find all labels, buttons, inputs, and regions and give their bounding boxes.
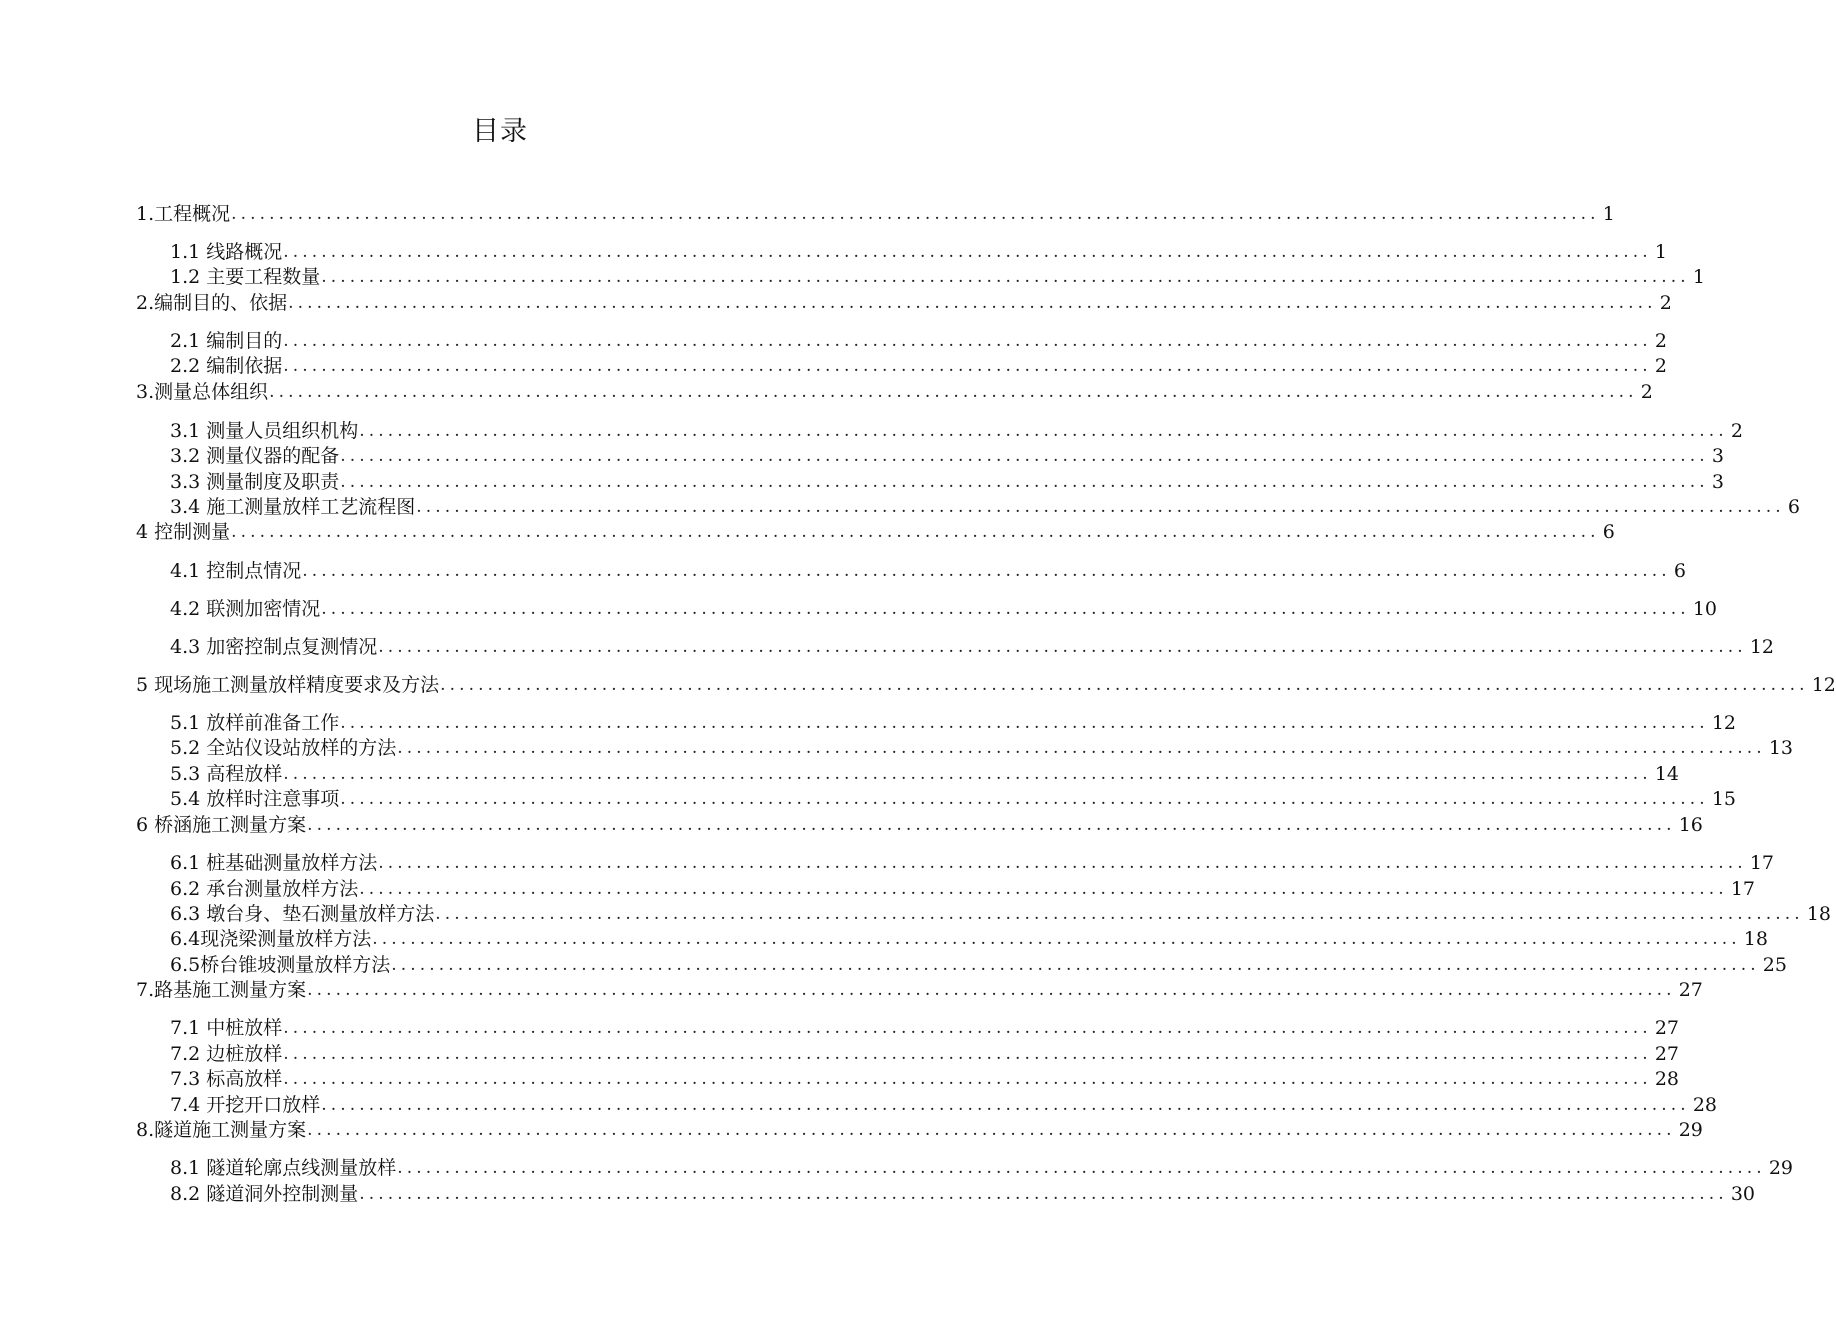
toc-dot-leader: ................................................................................................................................................ — [321, 599, 1690, 619]
toc-page-number: 12 — [1811, 674, 1836, 696]
toc-page-number: 29 — [1768, 1157, 1794, 1179]
toc-entry-2[interactable] — [136, 291, 1672, 315]
toc-page-number: 17 — [1730, 878, 1756, 900]
toc-page-number: 2 — [1654, 330, 1667, 352]
toc-entry-8-2[interactable] — [170, 1182, 1756, 1206]
toc-entry-title: 7.2 边桩放样 — [170, 1043, 283, 1065]
toc-page-number: 30 — [1730, 1183, 1756, 1205]
toc-page-number: 27 — [1654, 1043, 1680, 1065]
toc-dot-leader: ................................................................................................................................................ — [397, 738, 1766, 758]
toc-page-number: 1 — [1602, 203, 1615, 225]
toc-page-number: 16 — [1678, 814, 1703, 836]
toc-page-number: 28 — [1692, 1094, 1718, 1116]
toc-entry-6-5[interactable] — [170, 953, 1787, 977]
toc-entry-title: 6.2 承台测量放样方法 — [170, 878, 359, 900]
toc-entry-8[interactable] — [136, 1118, 1703, 1142]
toc-entry-title: 5 现场施工测量放样精度要求及方法 — [136, 674, 440, 696]
toc-entry-5[interactable] — [136, 673, 1836, 697]
toc-dot-leader: ................................................................................................................................................ — [307, 980, 1676, 1000]
toc-page-number: 3 — [1711, 445, 1724, 467]
toc-entry-title: 4.1 控制点情况 — [170, 560, 302, 582]
toc-page-number: 27 — [1654, 1017, 1680, 1039]
toc-page-number: 10 — [1692, 598, 1718, 620]
toc-entry-7-2[interactable] — [170, 1042, 1680, 1066]
toc-dot-leader: ................................................................................................................................................ — [372, 929, 1741, 949]
toc-entry-6-1[interactable] — [170, 851, 1775, 875]
toc-page-number: 29 — [1678, 1119, 1703, 1141]
toc-entry-title: 8.1 隧道轮廓点线测量放样 — [170, 1157, 397, 1179]
toc-entry-title: 3.4 施工测量放样工艺流程图 — [170, 496, 416, 518]
toc-entry-5-4[interactable] — [170, 787, 1737, 811]
toc-entry-title: 8.2 隧道洞外控制测量 — [170, 1183, 359, 1205]
toc-dot-leader: ................................................................................................................................................ — [378, 637, 1747, 657]
toc-dot-leader: ................................................................................................................................................ — [283, 242, 1652, 262]
toc-dot-leader: ................................................................................................................................................ — [302, 561, 1671, 581]
toc-entry-title: 5.4 放样时注意事项 — [170, 788, 340, 810]
toc-entry-2-1[interactable] — [170, 329, 1667, 353]
page-title: 目录 — [472, 116, 528, 147]
toc-entry-6-2[interactable] — [170, 877, 1756, 901]
toc-entry-title: 1.2 主要工程数量 — [170, 266, 321, 288]
toc-dot-leader: ................................................................................................................................................ — [340, 472, 1709, 492]
toc-page-number: 28 — [1654, 1068, 1680, 1090]
toc-entry-7-1[interactable] — [170, 1016, 1680, 1040]
toc-entry-6[interactable] — [136, 813, 1703, 837]
toc-page-number: 2 — [1640, 381, 1653, 403]
toc-entry-title: 3.3 测量制度及职责 — [170, 471, 340, 493]
toc-page-number: 13 — [1768, 737, 1794, 759]
toc-entry-title: 8.隧道施工测量方案 — [136, 1119, 307, 1141]
toc-entry-3-4[interactable] — [170, 495, 1800, 519]
toc-entry-7-3[interactable] — [170, 1067, 1680, 1091]
toc-entry-title: 2.2 编制依据 — [170, 355, 283, 377]
toc-dot-leader: ................................................................................................................................................ — [283, 764, 1652, 784]
toc-entry-title: 6.4现浇梁测量放样方法 — [170, 928, 372, 950]
toc-dot-leader: ................................................................................................................................................ — [307, 1120, 1676, 1140]
toc-entry-3-1[interactable] — [170, 419, 1743, 443]
toc-entry-4-1[interactable] — [170, 559, 1686, 583]
toc-page-number: 6 — [1787, 496, 1800, 518]
toc-page-number: 3 — [1711, 471, 1724, 493]
toc-entry-7[interactable] — [136, 978, 1703, 1002]
toc-entry-7-4[interactable] — [170, 1093, 1718, 1117]
toc-entry-title: 4 控制测量 — [136, 521, 231, 543]
toc-entry-title: 2.1 编制目的 — [170, 330, 283, 352]
toc-page-number: 25 — [1762, 954, 1787, 976]
toc-dot-leader: ................................................................................................................................................ — [440, 675, 1809, 695]
toc-entry-title: 7.路基施工测量方案 — [136, 979, 307, 1001]
toc-entry-5-2[interactable] — [170, 736, 1794, 760]
toc-page-number: 18 — [1806, 903, 1832, 925]
toc-dot-leader: ................................................................................................................................................ — [359, 421, 1728, 441]
toc-entry-title: 3.1 测量人员组织机构 — [170, 420, 359, 442]
toc-dot-leader: ................................................................................................................................................ — [340, 446, 1709, 466]
toc-page-number: 12 — [1711, 712, 1737, 734]
toc-dot-leader: ................................................................................................................................................ — [359, 879, 1728, 899]
toc-dot-leader: ................................................................................................................................................ — [321, 1095, 1690, 1115]
toc-dot-leader: ................................................................................................................................................ — [378, 853, 1747, 873]
toc-entry-title: 6.3 墩台身、垫石测量放样方法 — [170, 903, 435, 925]
toc-entry-title: 4.2 联测加密情况 — [170, 598, 321, 620]
toc-dot-leader: ................................................................................................................................................ — [269, 382, 1638, 402]
toc-page-number: 15 — [1711, 788, 1737, 810]
toc-entry-title: 7.4 开挖开口放样 — [170, 1094, 321, 1116]
toc-dot-leader: ................................................................................................................................................ — [283, 1018, 1652, 1038]
toc-dot-leader: ................................................................................................................................................ — [283, 1069, 1652, 1089]
toc-entry-title: 6.1 桩基础测量放样方法 — [170, 852, 378, 874]
toc-page-number: 1 — [1654, 241, 1667, 263]
toc-page-number: 17 — [1749, 852, 1775, 874]
toc-page-number: 2 — [1659, 292, 1672, 314]
toc-dot-leader: ................................................................................................................................................ — [397, 1158, 1766, 1178]
toc-entry-5-3[interactable] — [170, 762, 1680, 786]
toc-page-number: 6 — [1602, 521, 1615, 543]
toc-entry-4[interactable] — [136, 520, 1615, 544]
toc-entry-3-3[interactable] — [170, 470, 1724, 494]
toc-entry-title: 6.5桥台锥坡测量放样方法 — [170, 954, 391, 976]
toc-dot-leader: ................................................................................................................................................ — [340, 789, 1709, 809]
toc-dot-leader: ................................................................................................................................................ — [283, 331, 1652, 351]
toc-entry-6-3[interactable] — [170, 902, 1832, 926]
toc-page-number: 6 — [1673, 560, 1686, 582]
toc-page-number: 2 — [1654, 355, 1667, 377]
toc-dot-leader: ................................................................................................................................................ — [391, 955, 1760, 975]
toc-entry-title: 1.1 线路概况 — [170, 241, 283, 263]
toc-entry-6-4[interactable] — [170, 927, 1768, 951]
toc-page-number: 1 — [1692, 266, 1705, 288]
toc-dot-leader: ................................................................................................................................................ — [307, 815, 1676, 835]
toc-dot-leader: ................................................................................................................................................ — [359, 1184, 1728, 1204]
toc-entry-5-1[interactable] — [170, 711, 1737, 735]
toc-entry-title: 1.工程概况 — [136, 203, 231, 225]
toc-entry-title: 5.2 全站仪设站放样的方法 — [170, 737, 397, 759]
toc-dot-leader: ................................................................................................................................................ — [231, 204, 1600, 224]
toc-entry-8-1[interactable] — [170, 1156, 1794, 1180]
toc-entry-title: 3.测量总体组织 — [136, 381, 269, 403]
toc-entry-title: 7.3 标高放样 — [170, 1068, 283, 1090]
toc-dot-leader: ................................................................................................................................................ — [231, 522, 1600, 542]
toc-entry-2-2[interactable] — [170, 354, 1667, 378]
toc-dot-leader: ................................................................................................................................................ — [340, 713, 1709, 733]
toc-dot-leader: ................................................................................................................................................ — [321, 267, 1690, 287]
toc-entry-title: 7.1 中桩放样 — [170, 1017, 283, 1039]
toc-page-number: 18 — [1743, 928, 1768, 950]
toc-entry-title: 3.2 测量仪器的配备 — [170, 445, 340, 467]
toc-page-number: 12 — [1749, 636, 1775, 658]
toc-page-number: 14 — [1654, 763, 1680, 785]
toc-dot-leader: ................................................................................................................................................ — [416, 497, 1785, 517]
toc-dot-leader: ................................................................................................................................................ — [288, 293, 1657, 313]
toc-entry-title: 2.编制目的、依据 — [136, 292, 288, 314]
toc-entry-title: 4.3 加密控制点复测情况 — [170, 636, 378, 658]
toc-dot-leader: ................................................................................................................................................ — [283, 356, 1652, 376]
toc-entry-title: 5.3 高程放样 — [170, 763, 283, 785]
toc-entry-3[interactable] — [136, 380, 1653, 404]
toc-entry-title: 5.1 放样前准备工作 — [170, 712, 340, 734]
toc-dot-leader: ................................................................................................................................................ — [435, 904, 1804, 924]
toc-entry-3-2[interactable] — [170, 444, 1724, 468]
toc-entry-1-2[interactable] — [170, 265, 1705, 289]
toc-entry-1[interactable] — [136, 202, 1615, 226]
toc-entry-1-1[interactable] — [170, 240, 1667, 264]
toc-dot-leader: ................................................................................................................................................ — [283, 1044, 1652, 1064]
toc-page-number: 2 — [1730, 420, 1743, 442]
toc-entry-4-2[interactable] — [170, 597, 1718, 621]
toc-entry-4-3[interactable] — [170, 635, 1775, 659]
toc-page-number: 27 — [1678, 979, 1703, 1001]
toc-entry-title: 6 桥涵施工测量方案 — [136, 814, 307, 836]
